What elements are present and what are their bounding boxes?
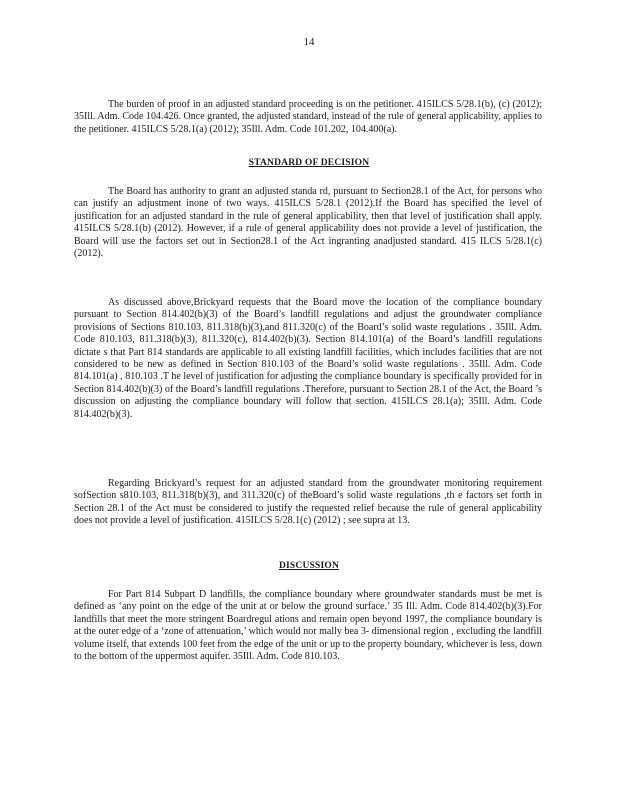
paragraph-compliance-boundary: For Part 814 Subpart D landfills, the compliance boundary where groundwater standards must be met is defined as ‘any point on the edge of the unit at or below the ground surface.’ 35 Ill. Adm. Code 814.402(b)(3).For landfills that meet the more stringent Boardregul ations and remain open beyond 1997, the compliance boundary is at the outer edge of a ‘zone of attenuation,’ which would nor mally bea 3- dimensional region , excluding the landfill volume itself, that extends 100 feet from the edge of the unit or up to the property boundary, whichever is less, down to the bottom of the uppermost aquifer. 35Ill. Adm. Code 810.103. [74, 589, 542, 663]
paragraph-board-authority: The Board has authority to grant an adjusted standa rd, pursuant to Section28.1 of the Act, for persons who can justify an adjustment inone of two ways. 415ILCS 5/28.1 (2012).If the Board has specified the level of justification for an adjusted standard in the rule of general applicability, then that level of justification shall apply. 415ILCS 5/28.1(b) (2012). However, if a rule of general applicability does not provide a level of justification, the Board will use the factors set out in Section28.1 of the Act ingranting anadjusted standard. 415 ILCS 5/28.1(c) (2012). [74, 186, 542, 260]
heading-discussion: DISCUSSION [278, 561, 340, 571]
paragraph-brickyard-requests: As discussed above,Brickyard requests that the Board move the location of the compliance boundary pursuant to Section 814.402(b)(3) of the Board’s landfill regulations and adjust the groundwater compliance provisions of Sections 810.103, 811.318(b)(3),and 811.320(c) of the Board’s solid waste regulations . 35Ill. Adm. Code 810.103, 811.318(b)(3), 811.320(c), 814.402(b)(3). Section 814.101(a) of the Board’s landfill regulations dictate s that Part 814 standards are applicable to all existing landfill facilities, which includes facilities that are not considered to be new as defined in Section 810.103 of the Board’s solid waste regulations . 35Ill. Adm. Code 814.101(a) , 810.103 .T he level of justification for adjusting the compliance boundary is specifically provided for in Section 814.402(b)(3) of the Board’s landfill regulations .Therefore, pursuant to Section 28.1 of the Act, the Board ’s discussion on adjusting the compliance boundary will follow that section. 415ILCS 28.1(a); 35Ill. Adm. Code 814.402(b)(3). [74, 297, 542, 420]
paragraph-groundwater-monitoring: Regarding Brickyard’s request for an adjusted standard from the groundwater monitoring requirement sofSection s810.103, 811.318(b)(3), and 311.320(c) of theBoard’s solid waste regulations ,th e factors set forth in Section 28.1 of the Act must be considered to justify the requested relief because the rule of general applicability does not provide a level of justification. 415ILCS 5/28.1(c) (2012) ; see supra at 13. [74, 478, 542, 527]
page-number: 14 [303, 36, 315, 48]
paragraph-burden-of-proof: The burden of proof in an adjusted standard proceeding is on the petitioner. 415ILCS 5/28.1(b), (c) (2012); 35Ill. Adm. Code 104.426. Once granted, the adjusted standard, instead of the rule of general applicability, applies to the petitioner. 415ILCS 5/28.1(a) (2012); 35Ill. Adm. Code 101.202, 104.400(a). [74, 99, 542, 135]
heading-standard-of-decision: STANDARD OF DECISION [248, 158, 370, 168]
